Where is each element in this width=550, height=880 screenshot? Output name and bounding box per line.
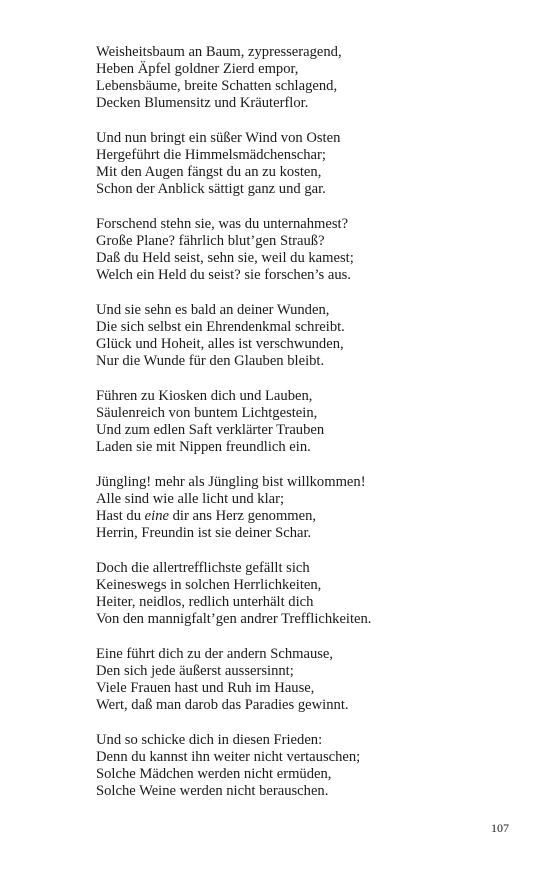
verse-line	[96, 388, 516, 405]
verse-line	[96, 216, 516, 233]
emphasized-word: eine	[144, 508, 169, 524]
verse-line	[96, 302, 516, 319]
verse-line	[96, 61, 516, 78]
verse-line	[96, 577, 516, 594]
verse-line	[96, 783, 516, 800]
verse-text: Nur die Wunde für den Glauben bleibt.	[96, 353, 325, 369]
verse-text: Und sie sehn es bald an deiner Wunden,	[96, 302, 330, 318]
verse-text: Glück und Hoheit, alles ist verschwunden,	[96, 336, 344, 352]
verse-text: Große Plane? fährlich blut’gen Strauß?	[96, 233, 325, 249]
verse-text: Laden sie mit Nippen freundlich ein.	[96, 439, 311, 455]
verse-text: Weisheitsbaum an Baum, zypresseragend,	[96, 44, 342, 60]
verse-line	[96, 525, 516, 542]
stanza	[96, 130, 516, 198]
verse-line	[96, 560, 516, 577]
verse-line	[96, 319, 516, 336]
stanza	[96, 388, 516, 456]
verse-text: Doch die allertrefflichste gefällt sich	[96, 560, 310, 576]
verse-line	[96, 250, 516, 267]
stanza	[96, 216, 516, 284]
verse-line	[96, 594, 516, 611]
verse-line	[96, 95, 516, 112]
verse-text: Jüngling! mehr als Jüngling bist willkommen!	[96, 474, 366, 490]
poem-body	[96, 44, 516, 818]
verse-text: dir ans Herz genommen,	[168, 508, 317, 524]
verse-text: Von den mannigfalt’gen andrer Trefflichkeiten.	[96, 611, 372, 627]
verse-text: Welch ein Held du seist? sie forschen’s aus.	[96, 267, 351, 283]
verse-text: Führen zu Kiosken dich und Lauben,	[96, 388, 313, 404]
verse-text: Hast du	[96, 508, 145, 524]
verse-line	[96, 164, 516, 181]
verse-text: Und zum edlen Saft verklärter Trauben	[96, 422, 325, 438]
verse-text: Hergeführt die Himmelsmädchenschar;	[96, 147, 326, 163]
verse-line	[96, 405, 516, 422]
verse-text: Keineswegs in solchen Herrlichkeiten,	[96, 577, 322, 593]
verse-line	[96, 663, 516, 680]
verse-line	[96, 508, 516, 525]
stanza	[96, 560, 516, 628]
verse-text: Alle sind wie alle licht und klar;	[96, 491, 285, 507]
verse-text: Die sich selbst ein Ehrendenkmal schreibt.	[96, 319, 345, 335]
verse-line	[96, 766, 516, 783]
stanza	[96, 44, 516, 112]
verse-text: Und nun bringt ein süßer Wind von Osten	[96, 130, 341, 146]
verse-text: Schon der Anblick sättigt ganz und gar.	[96, 181, 326, 197]
verse-line	[96, 181, 516, 198]
verse-text: Säulenreich von buntem Lichtgestein,	[96, 405, 318, 421]
verse-line	[96, 491, 516, 508]
verse-text: Solche Weine werden nicht berauschen.	[96, 783, 329, 799]
verse-line	[96, 680, 516, 697]
stanza	[96, 474, 516, 542]
verse-line	[96, 732, 516, 749]
verse-line	[96, 474, 516, 491]
verse-text: Daß du Held seist, sehn sie, weil du kamest;	[96, 250, 354, 266]
verse-text: Den sich jede äußerst aussersinnt;	[96, 663, 294, 679]
page-number: 107	[491, 821, 509, 835]
verse-line	[96, 439, 516, 456]
verse-text: Denn du kannst ihn weiter nicht vertauschen;	[96, 749, 361, 765]
verse-line	[96, 130, 516, 147]
verse-line	[96, 233, 516, 250]
verse-line	[96, 422, 516, 439]
verse-text: Wert, daß man darob das Paradies gewinnt.	[96, 697, 349, 713]
verse-text: Heiter, neidlos, redlich unterhält dich	[96, 594, 314, 610]
verse-text: Forschend stehn sie, was du unternahmest?	[96, 216, 349, 232]
verse-text: Mit den Augen fängst du an zu kosten,	[96, 164, 322, 180]
stanza	[96, 302, 516, 370]
verse-line	[96, 78, 516, 95]
verse-text: Lebensbäume, breite Schatten schlagend,	[96, 78, 338, 94]
verse-line	[96, 147, 516, 164]
verse-line	[96, 336, 516, 353]
stanza	[96, 646, 516, 714]
verse-line	[96, 353, 516, 370]
stanza	[96, 732, 516, 800]
verse-line	[96, 749, 516, 766]
verse-line	[96, 44, 516, 61]
verse-text: Herrin, Freundin ist sie deiner Schar.	[96, 525, 312, 541]
verse-text: Viele Frauen hast und Ruh im Hause,	[96, 680, 315, 696]
verse-line	[96, 611, 516, 628]
verse-text: Decken Blumensitz und Kräuterflor.	[96, 95, 309, 111]
verse-text: Solche Mädchen werden nicht ermüden,	[96, 766, 332, 782]
verse-line	[96, 267, 516, 284]
verse-line	[96, 646, 516, 663]
verse-line	[96, 697, 516, 714]
verse-text: Eine führt dich zu der andern Schmause,	[96, 646, 334, 662]
verse-text: Und so schicke dich in diesen Frieden:	[96, 732, 323, 748]
verse-text: Heben Äpfel goldner Zierd empor,	[96, 61, 299, 77]
